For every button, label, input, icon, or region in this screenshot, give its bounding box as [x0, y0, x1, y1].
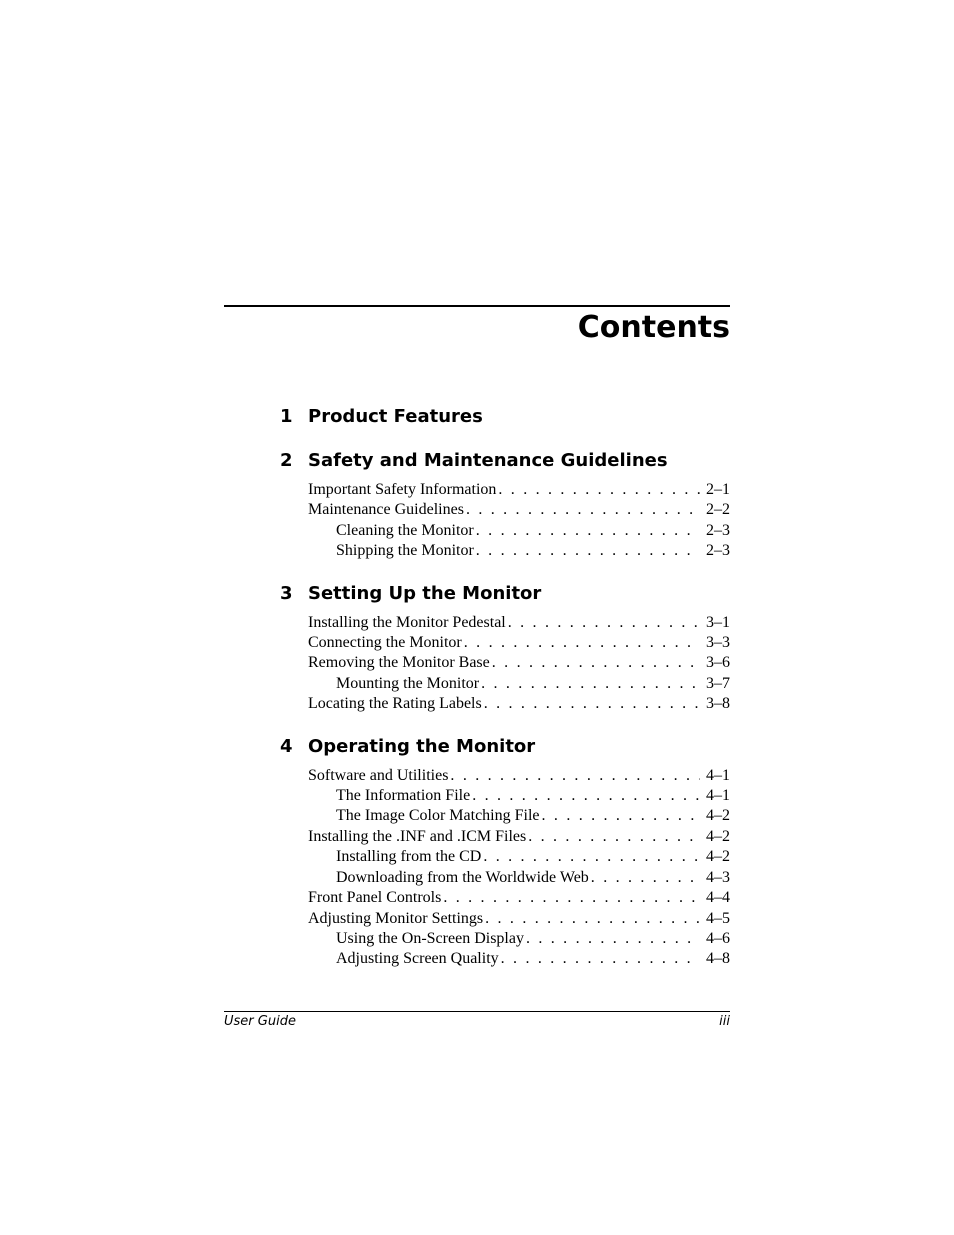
dot-leader: [483, 847, 700, 867]
toc-entry[interactable]: [308, 929, 730, 949]
dot-leader: [492, 653, 700, 673]
toc-entry-page: 2–3: [706, 542, 730, 560]
toc-entry-page: 4–5: [706, 909, 730, 927]
toc-entry-title: Installing from the CD: [336, 848, 482, 866]
page-footer: [224, 1013, 730, 1031]
toc-entry-page: 3–1: [706, 613, 730, 631]
toc-entry[interactable]: [308, 766, 730, 786]
toc-entry-title: Important Safety Information: [308, 481, 497, 498]
chapter-number: 4: [280, 735, 293, 757]
chapter-number: 3: [280, 582, 293, 604]
dot-leader: [485, 909, 700, 929]
dot-leader: [508, 613, 700, 633]
toc-entry-page: 4–6: [706, 929, 730, 947]
chapter-2: [280, 444, 730, 562]
toc-entry[interactable]: [308, 949, 730, 969]
toc-entry-page: 3–7: [706, 674, 730, 692]
toc-entry-title: Cleaning the Monitor: [336, 521, 474, 539]
dot-leader: [498, 480, 700, 500]
chapter-3: [280, 577, 730, 715]
toc-entry-page: 3–3: [706, 634, 730, 652]
toc-entry[interactable]: [308, 827, 730, 847]
dot-leader: [501, 949, 700, 969]
dot-leader: [484, 694, 700, 714]
toc-entry[interactable]: [308, 674, 730, 694]
toc-entry-list: [308, 613, 730, 715]
toc-entry-title: Front Panel Controls: [308, 889, 442, 907]
toc-entry[interactable]: [308, 653, 730, 673]
toc-entry-page: 4–4: [706, 889, 730, 907]
footer-page-number: iii: [719, 1014, 730, 1029]
toc-entry-title: Software and Utilities: [308, 766, 449, 784]
chapter-heading[interactable]: [280, 400, 730, 434]
table-of-contents: [280, 400, 730, 985]
dot-leader: [476, 541, 700, 561]
chapter-title: Operating the Monitor: [308, 735, 536, 757]
dot-leader: [481, 674, 700, 694]
footer-document-title: User Guide: [224, 1014, 296, 1029]
dot-leader: [542, 806, 700, 826]
chapter-heading[interactable]: [280, 730, 730, 764]
toc-entry[interactable]: [308, 500, 730, 520]
toc-entry-page: 2–2: [706, 501, 730, 519]
toc-entry-list: [308, 766, 730, 970]
chapter-heading[interactable]: [280, 444, 730, 478]
toc-entry-title: Adjusting Screen Quality: [336, 950, 499, 968]
toc-entry-page: 2–1: [706, 481, 730, 498]
toc-entry-page: 4–3: [706, 868, 730, 886]
toc-entry-page: 4–2: [706, 827, 730, 845]
chapter-number: 1: [280, 406, 293, 427]
toc-entry-list: [308, 480, 730, 562]
toc-entry-page: 4–1: [706, 766, 730, 784]
toc-entry-title: Shipping the Monitor: [336, 542, 474, 560]
toc-entry-title: Mounting the Monitor: [336, 674, 480, 692]
toc-entry[interactable]: [308, 633, 730, 653]
toc-entry-page: 4–2: [706, 807, 730, 825]
toc-entry[interactable]: [308, 888, 730, 908]
toc-entry-page: 4–1: [706, 787, 730, 805]
toc-entry-page: 3–8: [706, 695, 730, 713]
dot-leader: [443, 888, 700, 908]
toc-entry[interactable]: [308, 909, 730, 929]
toc-entry[interactable]: [308, 806, 730, 826]
toc-entry[interactable]: [308, 480, 730, 500]
page-title: Contents: [577, 310, 730, 345]
toc-entry-title: Adjusting Monitor Settings: [308, 909, 484, 927]
toc-entry-title: Installing the .INF and .ICM Files: [308, 827, 527, 845]
footer-rule: [224, 1011, 730, 1012]
dot-leader: [591, 868, 700, 888]
toc-entry-page: 2–3: [706, 521, 730, 539]
toc-entry[interactable]: [308, 613, 730, 633]
toc-entry[interactable]: [308, 786, 730, 806]
chapter-4: [280, 730, 730, 970]
toc-entry-title: Downloading from the Worldwide Web: [336, 868, 589, 886]
toc-entry-title: The Image Color Matching File: [336, 807, 540, 825]
toc-entry-title: Installing the Monitor Pedestal: [308, 613, 506, 631]
dot-leader: [450, 766, 700, 786]
toc-entry[interactable]: [308, 868, 730, 888]
dot-leader: [466, 500, 700, 520]
chapter-1: [280, 400, 730, 434]
toc-entry-title: Using the On-Screen Display: [336, 929, 524, 947]
toc-entry-title: Connecting the Monitor: [308, 634, 462, 652]
toc-entry-title: Locating the Rating Labels: [308, 695, 482, 713]
dot-leader: [528, 827, 700, 847]
chapter-number: 2: [280, 450, 293, 471]
toc-entry[interactable]: [308, 847, 730, 867]
toc-entry-title: The Information File: [336, 787, 471, 805]
chapter-title: Safety and Maintenance Guidelines: [308, 450, 668, 471]
toc-entry[interactable]: [308, 541, 730, 561]
dot-leader: [526, 929, 700, 949]
dot-leader: [472, 786, 700, 806]
toc-entry-title: Removing the Monitor Base: [308, 654, 490, 672]
chapter-title: Product Features: [308, 406, 483, 427]
toc-entry-page: 4–2: [706, 848, 730, 866]
chapter-title: Setting Up the Monitor: [308, 582, 542, 604]
toc-entry-page: 4–8: [706, 950, 730, 968]
toc-entry-title: Maintenance Guidelines: [308, 501, 464, 519]
dot-leader: [476, 521, 700, 541]
chapter-heading[interactable]: [280, 577, 730, 611]
toc-entry-page: 3–6: [706, 654, 730, 672]
toc-entry[interactable]: [308, 694, 730, 714]
dot-leader: [464, 633, 700, 653]
toc-entry[interactable]: [308, 521, 730, 541]
